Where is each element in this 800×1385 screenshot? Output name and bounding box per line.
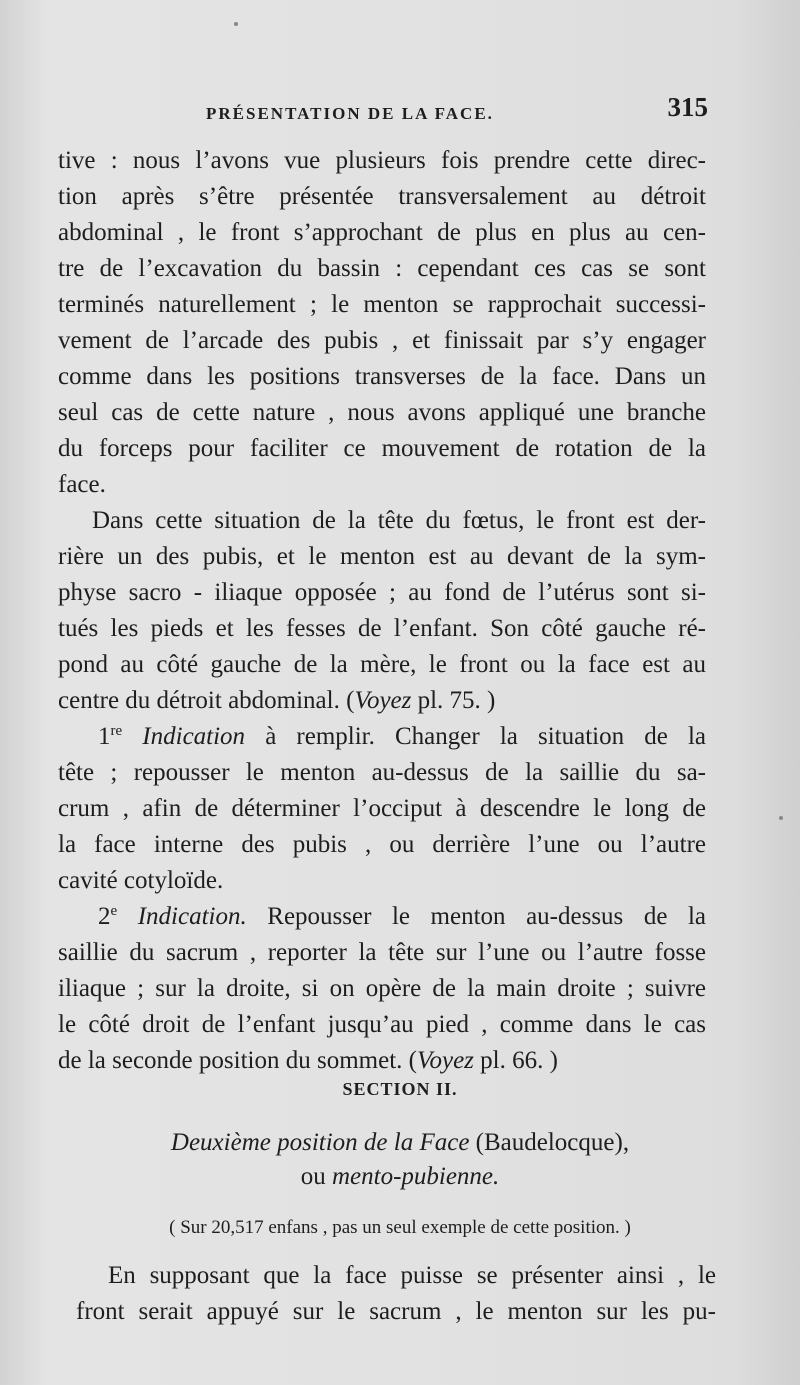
- indication-label: Indication: [142, 723, 246, 750]
- text-run: de la seconde position du sommet. (: [58, 1047, 417, 1074]
- position-author: (Baudelocque),: [469, 1129, 630, 1156]
- position-subtitle-line: [0, 1160, 800, 1194]
- text-line: [58, 683, 706, 719]
- text-line: tête ; repousser le menton au-dessus de la saillie du sa-: [58, 759, 706, 786]
- text-line: tre de l’excavation du bassin : cependant ces cas se sont: [58, 255, 706, 282]
- position-name: Deuxième position de la Face: [170, 1129, 470, 1156]
- text-line: comme dans les positions transverses de la face. Dans un: [58, 363, 706, 390]
- indication-number: 1: [98, 723, 111, 750]
- text-run: Repousser le menton au-dessus de la: [246, 903, 706, 930]
- body-text: [58, 143, 706, 1079]
- text-line: pond au côté gauche de la mère, le front ou la face est au: [58, 651, 706, 678]
- running-head: PRÉSENTATION DE LA FACE.: [206, 104, 494, 123]
- voyez-reference: Voyez: [354, 687, 412, 714]
- ink-speck: [234, 22, 238, 26]
- page-header: [200, 92, 710, 132]
- text-line: saillie du sacrum , reporter la tête sur l’une ou l’autre fosse: [58, 939, 706, 966]
- text-line: rière un des pubis, et le menton est au devant de la sym-: [58, 543, 706, 570]
- text-line: Dans cette situation de la tête du fœtus, le front est der-: [92, 507, 706, 534]
- final-paragraph: [76, 1258, 716, 1330]
- page-number: 315: [667, 92, 708, 122]
- text-line: tion après s’être présentée transversalement au détroit: [58, 183, 706, 210]
- ink-speck: [779, 816, 783, 820]
- text-line: face.: [58, 471, 106, 498]
- text-line: tués les pieds et les fesses de l’enfant. Son côté gauche ré-: [58, 615, 706, 642]
- text-line: physe sacro - iliaque opposée ; au fond de l’utérus sont si-: [58, 579, 706, 606]
- indication-number: 2: [98, 903, 111, 930]
- text-run: pl. 75. ): [411, 687, 496, 714]
- text-line: abdominal , le front s’approchant de plus en plus au cen-: [58, 219, 706, 246]
- text-line: le côté droit de l’enfant jusqu’au pied , comme dans le cas: [58, 1011, 706, 1038]
- text-run: à remplir. Changer la situation de la: [245, 723, 706, 750]
- text-line: [58, 1043, 706, 1079]
- text-line: front serait appuyé sur le sacrum , le menton sur les pu-: [76, 1298, 716, 1325]
- indication-ordinal: re: [110, 723, 123, 739]
- indication-first-line: [58, 899, 706, 935]
- position-alt-name: mento-pubienne.: [331, 1163, 500, 1190]
- text-line: cavité cotyloïde.: [58, 867, 224, 894]
- text-run: centre du détroit abdominal. (: [58, 687, 355, 714]
- text-line: du forceps pour faciliter ce mouvement de rotation de la: [58, 435, 706, 462]
- text-line: terminés naturellement ; le menton se rapprochait successi-: [58, 291, 706, 318]
- text-line: crum , afin de déterminer l’occiput à descendre le long de: [58, 795, 706, 822]
- text-line: iliaque ; sur la droite, si on opère de la main droite ; suivre: [58, 975, 706, 1002]
- text-line: vement de l’arcade des pubis , et finissait par s’y engager: [58, 327, 706, 354]
- text-run: ou: [300, 1163, 332, 1190]
- statistics-note: ( Sur 20,517 enfans , pas un seul exemple de cette position. ): [169, 1217, 631, 1238]
- text-run: pl. 66. ): [473, 1047, 558, 1074]
- section-heading: SECTION II.: [342, 1079, 458, 1099]
- text-line: tive : nous l’avons vue plusieurs fois prendre cette direc-: [58, 147, 706, 174]
- text-line: En supposant que la face puisse se présenter ainsi , le: [108, 1262, 716, 1289]
- indication-label: Indication.: [137, 903, 247, 930]
- text-line: la face interne des pubis , ou derrière l’une ou l’autre: [58, 831, 706, 858]
- text-line: seul cas de cette nature , nous avons appliqué une branche: [58, 399, 706, 426]
- voyez-reference: Voyez: [416, 1047, 474, 1074]
- indication-ordinal: e: [110, 903, 118, 919]
- position-title: [0, 1126, 800, 1194]
- indication-first-line: [58, 719, 706, 755]
- position-title-line: [0, 1126, 800, 1160]
